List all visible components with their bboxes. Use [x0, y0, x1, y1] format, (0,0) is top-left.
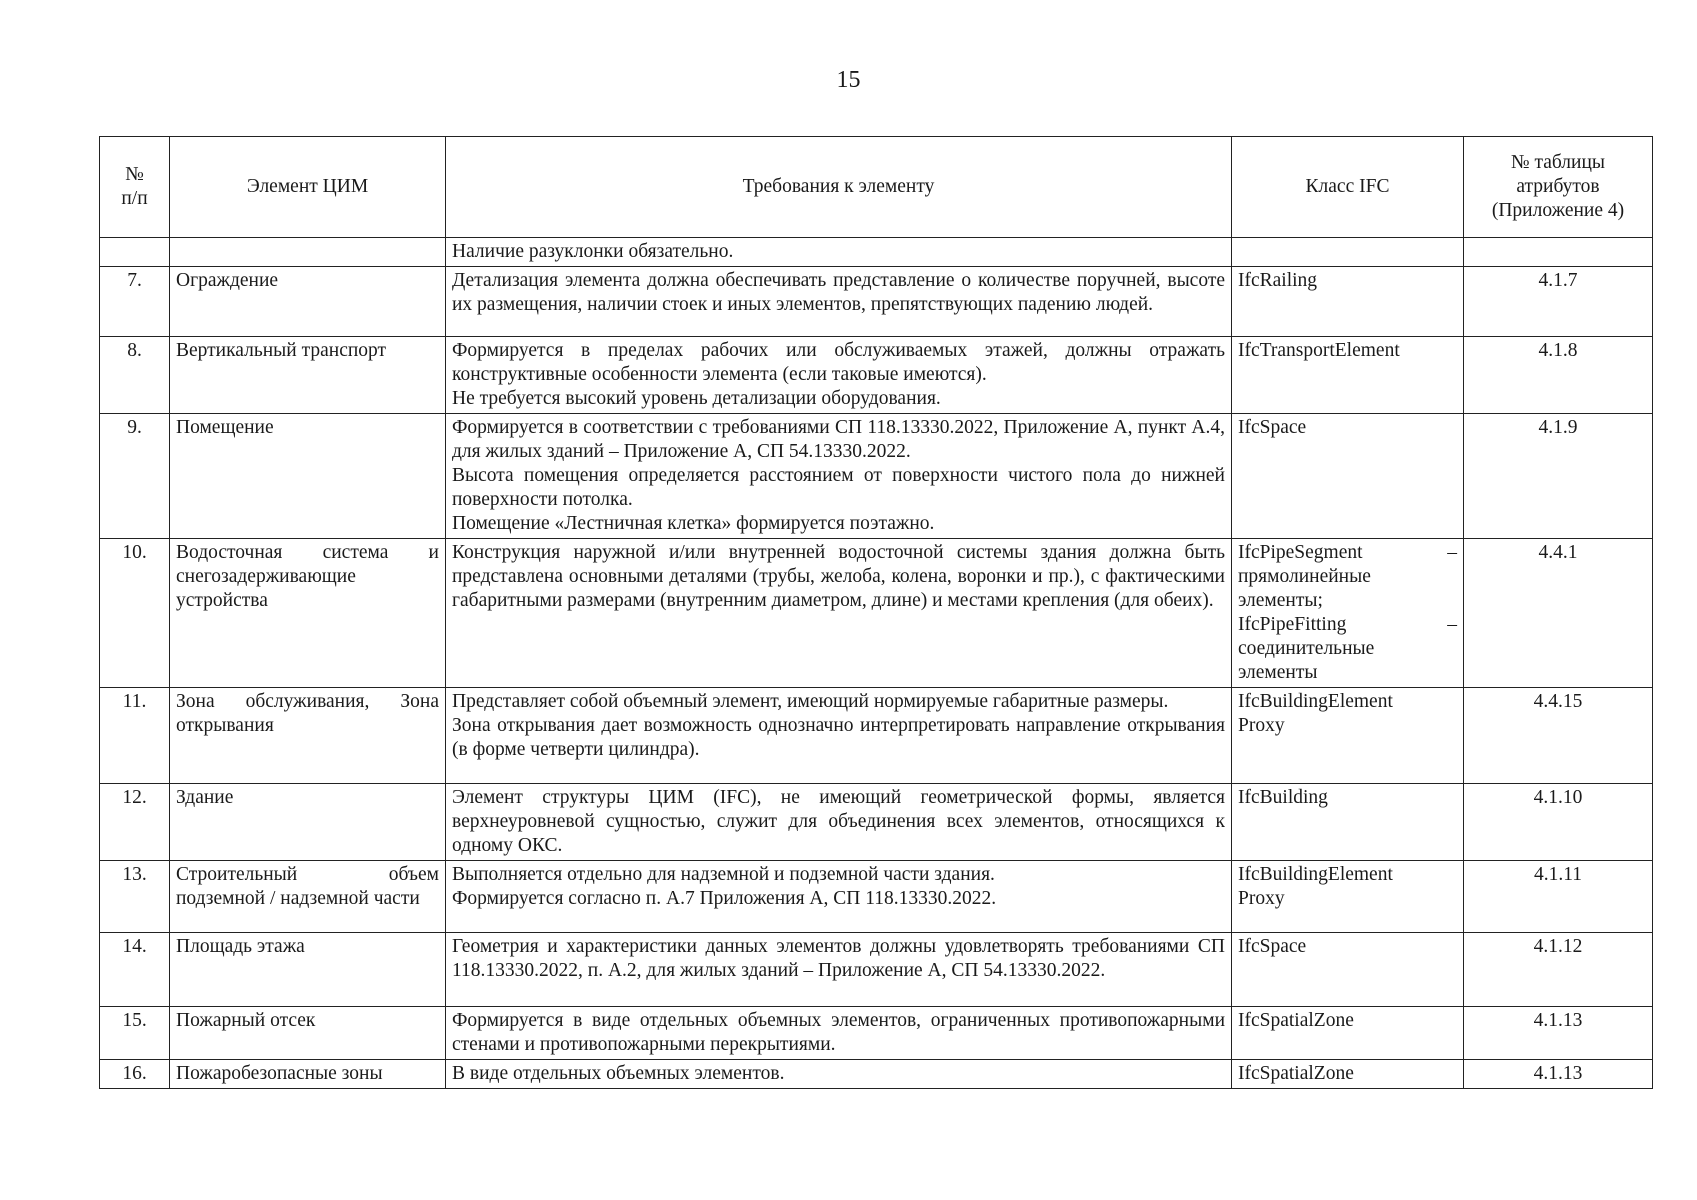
cell-attr: 4.1.9	[1464, 414, 1653, 539]
table-row	[100, 539, 1653, 688]
requirement-paragraph: Представляет собой объемный элемент, имеющий нормируемые габаритные размеры.	[452, 691, 1169, 712]
ifc-class-line: IfcSpatialZone	[1238, 1010, 1354, 1031]
header-num	[100, 137, 170, 238]
cell-attr: 4.1.12	[1464, 933, 1653, 1007]
table-row-continuation	[100, 238, 1653, 267]
requirement-paragraph: Элемент структуры ЦИМ (IFC), не имеющий геометрической формы, является верхнеуровневой сущностью, служит для объединения всех элементов, относящихся к одному ОКС.	[452, 787, 1225, 856]
ifc-class-name: IfcPipeFitting	[1238, 614, 1347, 635]
ifc-class-line: IfcSpatialZone	[1238, 1063, 1354, 1084]
table-row	[100, 1060, 1653, 1089]
ifc-class-description: прямолинейные	[1238, 566, 1371, 587]
requirements-table	[99, 136, 1653, 1089]
header-num-line: п/п	[121, 188, 148, 209]
requirement-paragraph: Высота помещения определяется расстоянием от поверхности чистого пола до нижней поверхности потолка.	[452, 465, 1225, 510]
ifc-class-line: Proxy	[1238, 888, 1285, 909]
cell-requirements	[446, 414, 1232, 539]
requirement-paragraph: Выполняется отдельно для надземной и подземной части здания.	[452, 864, 995, 885]
table-row	[100, 933, 1653, 1007]
requirement-paragraph: Формируется в пределах рабочих или обслуживаемых этажей, должны отражать конструктивные особенности элемента (если таковые имеются).	[452, 340, 1225, 385]
cell-attr	[1464, 238, 1653, 267]
cell-num: 7.	[100, 267, 170, 337]
ifc-class-line: Proxy	[1238, 715, 1285, 736]
cell-element: Пожарный отсек	[170, 1007, 446, 1060]
header-ifc-class: Класс IFC	[1232, 137, 1464, 238]
cell-element: Водосточная система и снегозадерживающие устройства	[170, 539, 446, 688]
cell-num	[100, 238, 170, 267]
cell-attr: 4.1.10	[1464, 784, 1653, 861]
cell-num: 10.	[100, 539, 170, 688]
cell-num: 15.	[100, 1007, 170, 1060]
cell-requirements	[446, 267, 1232, 337]
requirement-paragraph: Не требуется высокий уровень детализации оборудования.	[452, 388, 941, 409]
cell-requirements	[446, 861, 1232, 933]
ifc-class-line: IfcBuilding	[1238, 787, 1328, 808]
cell-element: Здание	[170, 784, 446, 861]
table-row	[100, 784, 1653, 861]
ifc-class-line: IfcRailing	[1238, 270, 1318, 291]
header-attr-table	[1464, 137, 1653, 238]
header-num-line: №	[125, 164, 144, 185]
cell-requirements	[446, 1060, 1232, 1089]
cell-ifc	[1232, 267, 1464, 337]
requirement-paragraph: Формируется согласно п. А.7 Приложения А, СП 118.13330.2022.	[452, 888, 997, 909]
cell-element: Пожаробезопасные зоны	[170, 1060, 446, 1089]
cell-element: Вертикальный транспорт	[170, 337, 446, 414]
ifc-class-description: элементы	[1238, 662, 1318, 683]
cell-element: Помещение	[170, 414, 446, 539]
cell-num: 11.	[100, 688, 170, 784]
ifc-class-line: IfcSpace	[1238, 936, 1307, 957]
requirement-paragraph: Зона открывания дает возможность однозначно интерпретировать направление открывания (в форме четверти цилиндра).	[452, 715, 1225, 760]
cell-ifc	[1232, 539, 1464, 688]
ifc-class-dash: –	[1447, 542, 1457, 563]
cell-element: Площадь этажа	[170, 933, 446, 1007]
cell-num: 13.	[100, 861, 170, 933]
ifc-class-description: соединительные	[1238, 638, 1375, 659]
cell-element	[170, 238, 446, 267]
requirement-paragraph: Детализация элемента должна обеспечивать представление о количестве поручней, высоте их размещения, наличии стоек и иных элементов, препятствующих падению людей.	[452, 270, 1225, 315]
header-requirements: Требования к элементу	[446, 137, 1232, 238]
cell-ifc	[1232, 414, 1464, 539]
requirement-paragraph: Конструкция наружной и/или внутренней водосточной системы здания должна быть представлена основными деталями (трубы, желоба, колена, воронки и пр.), с фактическими габаритными размерами (внутренним диаметром, длине) и местами крепления (для обеих).	[452, 542, 1225, 611]
cell-requirements	[446, 1007, 1232, 1060]
ifc-class-line: IfcBuildingElement	[1238, 864, 1393, 885]
cell-requirements	[446, 539, 1232, 688]
ifc-class-name: IfcPipeSegment	[1238, 542, 1363, 563]
table-row	[100, 414, 1653, 539]
header-attr-line: (Приложение 4)	[1491, 200, 1625, 221]
requirement-paragraph: В виде отдельных объемных элементов.	[452, 1063, 785, 1084]
table-header-row	[100, 137, 1653, 238]
cell-element: Ограждение	[170, 267, 446, 337]
cell-attr: 4.1.13	[1464, 1007, 1653, 1060]
table-row	[100, 688, 1653, 784]
cell-requirements	[446, 933, 1232, 1007]
ifc-class-line: IfcSpace	[1238, 417, 1307, 438]
ifc-class-line	[1238, 613, 1457, 637]
cell-requirements	[446, 688, 1232, 784]
cell-ifc	[1232, 933, 1464, 1007]
cell-num: 12.	[100, 784, 170, 861]
cell-ifc	[1232, 861, 1464, 933]
ifc-class-description: элементы;	[1238, 590, 1323, 611]
ifc-class-line: IfcBuildingElement	[1238, 691, 1393, 712]
cell-num: 14.	[100, 933, 170, 1007]
cell-attr: 4.1.7	[1464, 267, 1653, 337]
cell-num: 16.	[100, 1060, 170, 1089]
cell-ifc	[1232, 1007, 1464, 1060]
requirement-paragraph: Помещение «Лестничная клетка» формируется поэтажно.	[452, 513, 935, 534]
table-row	[100, 267, 1653, 337]
cell-num: 8.	[100, 337, 170, 414]
cell-ifc	[1232, 337, 1464, 414]
ifc-class-line: IfcTransportElement	[1238, 340, 1400, 361]
page-number: 15	[836, 67, 861, 93]
ifc-class-dash: –	[1447, 614, 1457, 635]
header-attr-line: атрибутов	[1516, 176, 1600, 197]
table-row	[100, 861, 1653, 933]
cell-requirements	[446, 238, 1232, 267]
cell-element: Строительный объем подземной / надземной части	[170, 861, 446, 933]
ifc-class-line	[1238, 541, 1457, 565]
cell-attr: 4.4.1	[1464, 539, 1653, 688]
cell-num: 9.	[100, 414, 170, 539]
header-attr-line: № таблицы	[1510, 152, 1606, 173]
table-row	[100, 1007, 1653, 1060]
requirement-paragraph: Формируется в соответствии с требованиями СП 118.13330.2022, Приложение А, пункт А.4, для жилых зданий – Приложение А, СП 54.13330.2022.	[452, 417, 1225, 462]
header-element: Элемент ЦИМ	[170, 137, 446, 238]
cell-attr: 4.1.8	[1464, 337, 1653, 414]
requirement-paragraph: Наличие разуклонки обязательно.	[452, 241, 734, 262]
cell-attr: 4.4.15	[1464, 688, 1653, 784]
cell-attr: 4.1.11	[1464, 861, 1653, 933]
cell-ifc	[1232, 238, 1464, 267]
cell-ifc	[1232, 688, 1464, 784]
cell-element: Зона обслуживания, Зона открывания	[170, 688, 446, 784]
cell-requirements	[446, 784, 1232, 861]
cell-attr: 4.1.13	[1464, 1060, 1653, 1089]
requirement-paragraph: Формируется в виде отдельных объемных элементов, ограниченных противопожарными стенами и противопожарными перекрытиями.	[452, 1010, 1225, 1055]
cell-requirements	[446, 337, 1232, 414]
requirement-paragraph: Геометрия и характеристики данных элементов должны удовлетворять требованиями СП 118.13330.2022, п. А.2, для жилых зданий – Приложение А, СП 54.13330.2022.	[452, 936, 1225, 981]
cell-ifc	[1232, 784, 1464, 861]
table-row	[100, 337, 1653, 414]
cell-ifc	[1232, 1060, 1464, 1089]
